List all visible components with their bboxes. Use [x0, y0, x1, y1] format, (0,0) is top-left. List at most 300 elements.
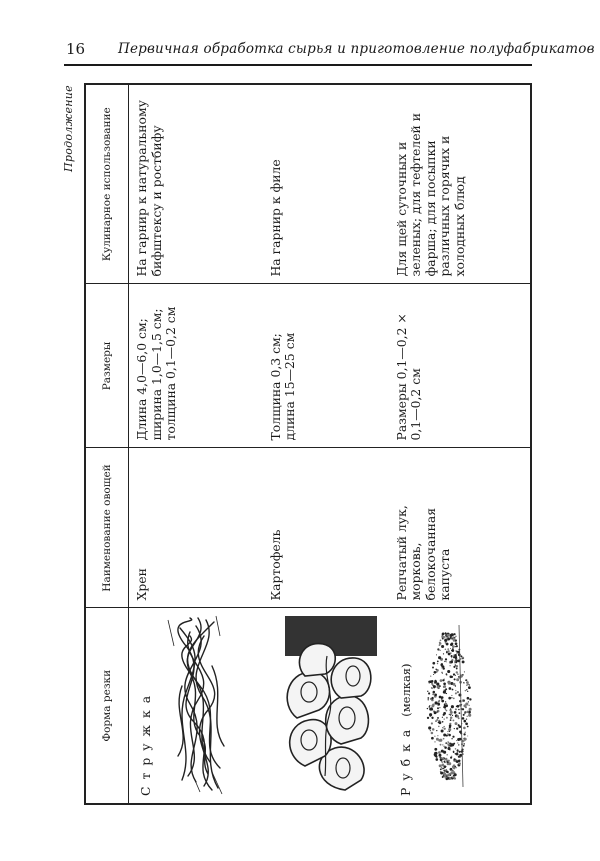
chopped-particle — [448, 747, 451, 750]
chopped-particle — [438, 725, 440, 727]
chopped-particle — [459, 737, 462, 740]
header-use: Кулинарное использование — [85, 84, 129, 284]
chopped-particle — [458, 653, 461, 656]
form-cell — [263, 608, 389, 804]
chopped-particle — [447, 637, 450, 640]
table-row — [263, 84, 389, 804]
chopped-particle — [429, 705, 430, 706]
chopped-particle — [446, 661, 447, 662]
chopped-particle — [453, 683, 456, 686]
chopped-particle — [448, 759, 450, 761]
chopped-particle — [468, 686, 471, 689]
chopped-particle — [445, 708, 446, 709]
chopped-particle — [438, 735, 439, 736]
chopped-particle — [445, 742, 447, 744]
chopped-particle — [440, 679, 443, 682]
chopped-particle — [434, 680, 437, 683]
chopped-particle — [439, 764, 442, 767]
chopped-particle — [430, 675, 431, 676]
chopped-particle — [456, 671, 458, 673]
chopped-particle — [451, 642, 454, 645]
chopped-particle — [448, 742, 449, 743]
chopped-particle — [428, 697, 430, 699]
chopped-particle — [463, 682, 464, 683]
chopped-particle — [460, 756, 461, 757]
chopped-particle — [445, 658, 447, 660]
chopped-particle — [458, 744, 459, 745]
chopped-particle — [443, 690, 446, 693]
chopped-particle — [458, 762, 461, 765]
chopped-particle — [456, 667, 458, 669]
chopped-particle — [432, 728, 435, 731]
chopped-particle — [449, 713, 450, 714]
chopped-particle — [442, 727, 443, 728]
chopped-particle — [437, 660, 439, 662]
header-size: Размеры — [85, 284, 129, 448]
chopped-particle — [444, 726, 445, 727]
chopped-particle — [442, 761, 443, 762]
chopped-particle — [454, 773, 457, 776]
chopped-particle — [433, 691, 435, 693]
chopped-particle — [445, 640, 447, 642]
chopped-particle — [450, 665, 451, 666]
chopped-particle — [448, 733, 451, 736]
chopped-particle — [466, 689, 467, 690]
chopped-particle — [444, 745, 445, 746]
chopped-particle — [454, 633, 456, 635]
chopped-particle — [447, 648, 449, 650]
chopped-particle — [445, 702, 447, 704]
chopped-particle — [457, 691, 459, 693]
chopped-particle — [455, 748, 456, 749]
chopped-particle — [453, 776, 455, 778]
chopped-particle — [457, 658, 458, 659]
chopped-particle — [440, 639, 442, 641]
chopped-particle — [434, 752, 435, 753]
chopped-particle — [433, 674, 434, 675]
chopped-particle — [456, 740, 457, 741]
chopped-particle — [444, 660, 445, 661]
chopped-particle — [450, 719, 452, 721]
chopped-particle — [440, 650, 441, 651]
chopped-particle — [441, 729, 444, 732]
chopped-particle — [453, 751, 455, 753]
chopped-particle — [454, 711, 457, 714]
chopped-particle — [465, 706, 467, 708]
chopped-particle — [443, 682, 446, 685]
chopped-particle — [449, 731, 450, 732]
chopped-particle — [455, 635, 457, 637]
chopped-vegetables-illustration — [419, 621, 475, 791]
chopped-particle — [458, 756, 459, 757]
chopped-particle — [437, 717, 439, 719]
chopped-particle — [456, 645, 458, 647]
chopped-particle — [435, 754, 438, 757]
chopped-particle — [454, 654, 456, 656]
chopped-particle — [467, 725, 469, 727]
size-cell: Размеры 0,1—0,2 × 0,1—0,2 см — [389, 284, 532, 448]
chopped-particle — [442, 744, 443, 745]
chopped-particle — [450, 717, 452, 719]
chopped-particle — [461, 655, 463, 657]
chopped-particle — [451, 697, 452, 698]
chopped-particle — [433, 662, 436, 665]
chopped-particle — [432, 666, 434, 668]
chopped-particle — [434, 688, 435, 689]
chopped-particle — [444, 760, 446, 762]
chopped-particle — [453, 666, 455, 668]
chopped-particle — [449, 687, 452, 690]
header-form: Форма резки — [85, 608, 129, 804]
chopped-particle — [450, 744, 452, 746]
chopped-particle — [452, 695, 453, 696]
chopped-particle — [443, 636, 445, 638]
chopped-particle — [469, 707, 472, 710]
chopped-particle — [446, 775, 447, 776]
chopped-particle — [439, 642, 441, 644]
chopped-particle — [443, 768, 444, 769]
chopped-particle — [444, 678, 445, 679]
running-head: Первичная обработка сырья и приготовление полуфабрикатов — [118, 41, 595, 57]
chopped-particle — [442, 634, 444, 636]
chopped-particle — [446, 636, 447, 637]
chopped-particle — [439, 753, 442, 756]
chopped-particle — [469, 704, 470, 705]
chopped-particle — [443, 653, 444, 654]
chopped-particle — [447, 777, 449, 779]
cut-form-name: Стружка — [138, 688, 153, 796]
size-cell: Толщина 0,3 см; длина 15—25 см — [263, 284, 389, 448]
chopped-particle — [443, 770, 444, 771]
chopped-particle — [462, 658, 463, 659]
chopped-particle — [448, 652, 451, 655]
chopped-particle — [466, 681, 469, 684]
chopped-particle — [436, 738, 439, 741]
chopped-particle — [452, 645, 455, 648]
chopped-particle — [464, 671, 465, 672]
chopped-particle — [446, 717, 448, 719]
chopped-particle — [432, 683, 434, 685]
chopped-particle — [462, 717, 465, 720]
chopped-particle — [451, 755, 452, 756]
chopped-particle — [452, 638, 453, 639]
chopped-particle — [458, 760, 460, 762]
chopped-particle — [441, 671, 443, 673]
chopped-particle — [447, 634, 450, 637]
chopped-particle — [446, 651, 447, 652]
chopped-particle — [442, 716, 443, 717]
potato-spiral-illustration — [275, 612, 383, 796]
use-cell: На гарнир к филе — [263, 84, 389, 284]
chopped-particle — [466, 718, 467, 719]
chopped-particle — [444, 689, 445, 690]
chopped-particle — [447, 670, 450, 673]
chopped-particle — [456, 727, 458, 729]
vegetables-cell: Картофель — [263, 448, 389, 608]
chopped-particle — [464, 733, 466, 735]
chopped-particle — [450, 660, 453, 663]
chopped-particle — [438, 751, 441, 754]
chopped-particle — [446, 673, 448, 675]
chopped-particle — [432, 688, 433, 689]
chopped-particle — [441, 699, 444, 702]
chopped-particle — [441, 667, 442, 668]
chopped-particle — [451, 657, 452, 658]
chopped-particle — [454, 678, 456, 680]
chopped-particle — [435, 741, 436, 742]
chopped-particle — [452, 765, 455, 768]
chopped-particle — [436, 758, 439, 761]
chopped-particle — [435, 720, 437, 722]
chopped-particle — [444, 718, 445, 719]
chopped-particle — [445, 757, 448, 760]
chopped-particle — [457, 742, 458, 743]
table-header-row — [85, 84, 129, 804]
table-row — [129, 84, 263, 804]
chopped-particle — [440, 771, 443, 774]
chopped-particle — [437, 707, 439, 709]
chopped-particle — [441, 665, 442, 666]
chopped-particle — [436, 668, 438, 670]
chopped-particle — [448, 762, 451, 765]
chopped-particle — [464, 720, 467, 723]
chopped-particle — [463, 745, 465, 747]
chopped-particle — [454, 728, 455, 729]
form-cell — [129, 608, 263, 804]
chopped-particle — [454, 637, 455, 638]
chopped-particle — [450, 675, 453, 678]
chopped-particle — [455, 753, 456, 754]
chopped-particle — [445, 632, 447, 634]
chopped-particle — [458, 676, 461, 679]
chopped-particle — [452, 688, 454, 690]
chopped-particle — [436, 654, 437, 655]
chopped-particle — [455, 692, 457, 694]
chopped-particle — [453, 656, 455, 658]
continuation-label: Продолжение — [62, 85, 75, 173]
chopped-particle — [468, 701, 469, 702]
chopped-particle — [457, 751, 458, 752]
chopped-particle — [434, 711, 437, 714]
vegetables-cell: Хрен — [129, 448, 263, 608]
chopped-particle — [453, 719, 455, 721]
chopped-particle — [464, 712, 466, 714]
chopped-particle — [462, 660, 465, 663]
table-row — [389, 84, 532, 804]
chopped-particle — [442, 763, 445, 766]
chopped-particle — [445, 688, 447, 690]
chopped-particle — [436, 682, 439, 685]
chopped-particle — [438, 648, 440, 650]
chopped-particle — [434, 735, 435, 736]
chopped-particle — [441, 696, 444, 699]
chopped-particle — [453, 735, 455, 737]
chopped-particle — [455, 722, 458, 725]
chopped-particle — [446, 693, 447, 694]
chopped-particle — [430, 730, 431, 731]
chopped-particle — [448, 728, 451, 731]
chopped-particle — [441, 645, 444, 648]
chopped-particle — [427, 708, 428, 709]
chopped-particle — [435, 748, 438, 751]
chopped-particle — [458, 708, 460, 710]
chopped-particle — [456, 715, 459, 718]
chopped-particle — [451, 633, 454, 636]
chopped-particle — [447, 731, 448, 732]
chopped-particle — [456, 653, 457, 654]
chopped-particle — [467, 697, 470, 700]
cutting-forms-table — [84, 83, 532, 805]
size-cell: Длина 4,0—6,0 см; ширина 1,0—1,5 см; толщина 0,1—0,2 см — [129, 284, 263, 448]
chopped-particle — [464, 738, 467, 741]
chopped-particle — [429, 680, 432, 683]
chopped-particle — [455, 690, 456, 691]
chopped-particle — [455, 685, 456, 686]
chopped-particle — [448, 681, 450, 683]
chopped-particle — [447, 743, 448, 744]
chopped-particle — [450, 714, 451, 715]
chopped-particle — [449, 724, 452, 727]
chopped-particle — [463, 726, 466, 729]
chopped-particle — [450, 648, 451, 649]
chopped-particle — [469, 684, 470, 685]
chopped-particle — [431, 731, 434, 734]
chopped-particle — [435, 701, 438, 704]
chopped-particle — [451, 768, 453, 770]
chopped-particle — [457, 749, 459, 751]
chopped-particle — [454, 758, 456, 760]
chopped-particle — [432, 703, 435, 706]
chopped-particle — [445, 648, 447, 650]
cut-form-note: (мелкая) — [398, 663, 413, 717]
chopped-particle — [443, 685, 446, 688]
chopped-particle — [459, 712, 461, 714]
chopped-particle — [449, 777, 451, 779]
use-cell: На гарнир к натуральному бифштексу и ростбифу — [129, 84, 263, 284]
chopped-particle — [431, 737, 434, 740]
chopped-particle — [450, 708, 451, 709]
chopped-particle — [437, 711, 439, 713]
chopped-particle — [445, 701, 446, 702]
chopped-particle — [453, 673, 455, 675]
chopped-particle — [467, 735, 468, 736]
chopped-particle — [444, 775, 446, 777]
chopped-particle — [469, 698, 471, 700]
chopped-particle — [447, 733, 449, 735]
chopped-particle — [451, 655, 453, 657]
chopped-particle — [465, 731, 466, 732]
chopped-particle — [432, 698, 433, 699]
grated-horseradish-illustration — [160, 614, 230, 796]
chopped-particle — [453, 697, 455, 699]
chopped-particle — [446, 709, 448, 711]
chopped-particle — [456, 678, 459, 681]
chopped-particle — [439, 738, 442, 741]
chopped-particle — [447, 754, 449, 756]
chopped-particle — [430, 715, 431, 716]
chopped-particle — [432, 693, 434, 695]
chopped-particle — [443, 772, 446, 775]
header-vegetables: Наименование овощей — [85, 448, 129, 608]
header-rule — [64, 64, 532, 66]
chopped-particle — [434, 671, 437, 674]
chopped-particle — [455, 708, 457, 710]
chopped-particle — [444, 765, 447, 768]
chopped-particle — [444, 727, 446, 729]
chopped-particle — [452, 649, 455, 652]
chopped-particle — [446, 770, 448, 772]
chopped-particle — [456, 666, 458, 668]
chopped-particle — [442, 768, 443, 769]
chopped-particle — [437, 704, 438, 705]
chopped-particle — [442, 721, 444, 723]
chopped-particle — [468, 713, 471, 716]
chopped-particle — [446, 769, 448, 771]
chopped-particle — [462, 708, 464, 710]
rotated-table-frame — [62, 85, 532, 805]
chopped-particle — [443, 733, 446, 736]
chopped-particle — [455, 674, 456, 675]
chopped-particle — [449, 773, 451, 775]
chopped-particle — [452, 745, 453, 746]
chopped-particle — [429, 683, 430, 684]
chopped-particle — [451, 771, 454, 774]
chopped-particle — [465, 722, 468, 725]
chopped-particle — [445, 642, 447, 644]
chopped-particle — [458, 717, 460, 719]
chopped-particle — [438, 656, 441, 659]
chopped-particle — [428, 699, 429, 700]
chopped-particle — [441, 767, 442, 768]
chopped-particle — [428, 692, 430, 694]
chopped-particle — [463, 714, 465, 716]
chopped-particle — [463, 700, 465, 702]
chopped-particle — [451, 705, 454, 708]
vegetables-cell: Репчатый лук, морковь, белокочанная капуста — [389, 448, 532, 608]
chopped-particle — [431, 708, 434, 711]
chopped-particle — [446, 734, 448, 736]
chopped-particle — [465, 690, 466, 691]
chopped-particle — [436, 730, 437, 731]
chopped-particle — [456, 661, 458, 663]
chopped-particle — [439, 721, 442, 724]
chopped-particle — [427, 690, 428, 691]
use-cell: Для щей суточных и зеленых; для тефтелей и фарша; для посыпки различных горячих и холодных блюд — [389, 84, 532, 284]
chopped-particle — [428, 726, 431, 729]
chopped-particle — [453, 639, 455, 641]
chopped-particle — [458, 724, 460, 726]
chopped-particle — [442, 776, 444, 778]
chopped-particle — [467, 710, 469, 712]
chopped-particle — [464, 743, 466, 745]
cut-form-name: Рубка — [397, 722, 413, 796]
chopped-particle — [456, 767, 457, 768]
chopped-particle — [455, 642, 458, 645]
chopped-particle — [437, 685, 440, 688]
chopped-particle — [440, 768, 442, 770]
chopped-particle — [440, 744, 442, 746]
chopped-particle — [466, 679, 468, 681]
chopped-particle — [431, 722, 433, 724]
chopped-particle — [459, 754, 462, 757]
chopped-particle — [443, 712, 446, 715]
chopped-particle — [452, 738, 453, 739]
chopped-particle — [439, 707, 440, 708]
chopped-particle — [443, 738, 445, 740]
chopped-particle — [467, 715, 468, 716]
chopped-particle — [455, 650, 457, 652]
chopped-particle — [456, 705, 458, 707]
